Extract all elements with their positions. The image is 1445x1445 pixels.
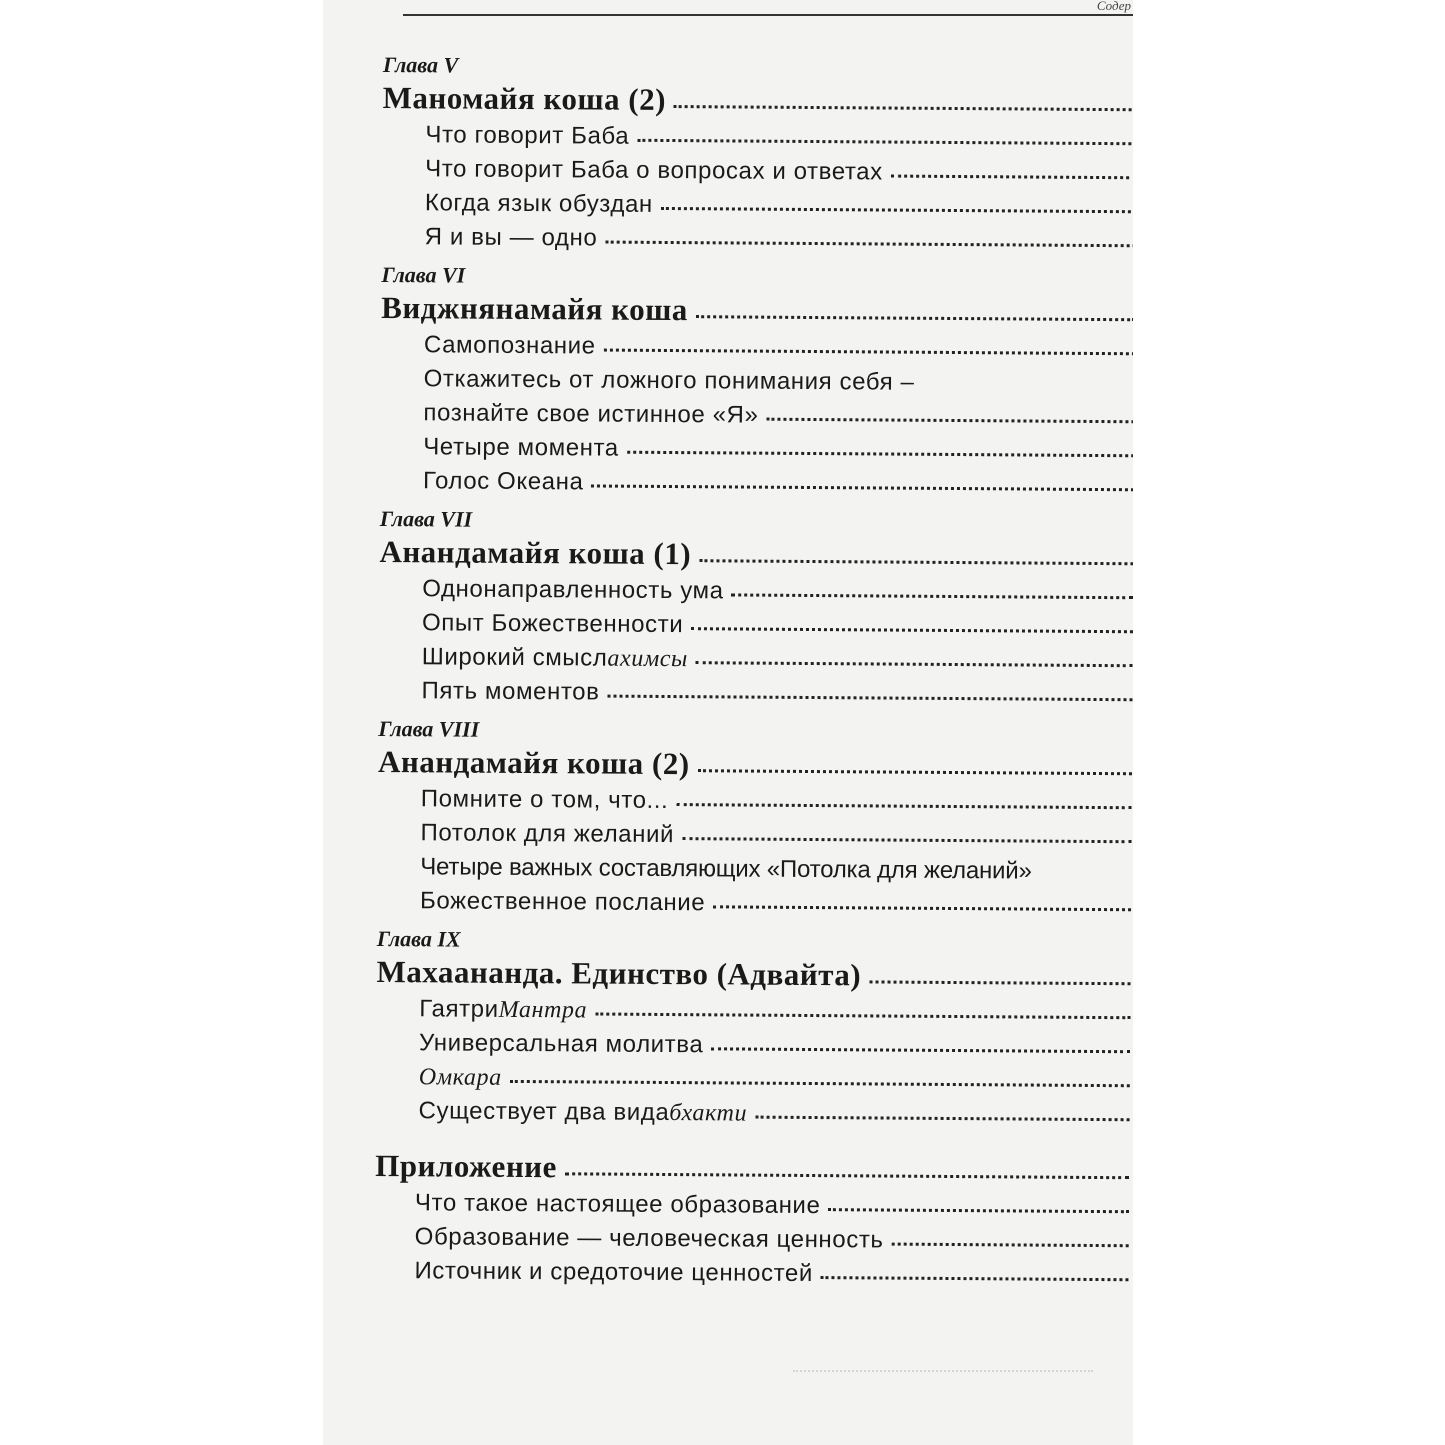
appendix — [374, 1146, 1129, 1293]
dot-leader — [691, 623, 1133, 633]
chapter-9 — [375, 926, 1130, 1133]
chapter-title: Маномайя коша (2) — [382, 79, 667, 117]
dot-leader — [699, 555, 1133, 565]
toc-item[interactable] — [375, 1186, 1129, 1225]
toc-item[interactable] — [376, 1026, 1130, 1065]
dot-leader — [711, 1043, 1130, 1053]
dot-leader — [591, 480, 1133, 491]
toc-item-text: Божественное послание — [419, 887, 706, 917]
toc-item-text: Откажитесь от ложного понимания себя – — [423, 365, 915, 396]
dot-leader — [821, 1272, 1129, 1281]
chapter-label: Глава VI — [381, 261, 466, 288]
chapter-title-line[interactable] — [381, 288, 1133, 333]
dot-leader — [565, 1168, 1129, 1179]
chapter-6 — [380, 262, 1133, 503]
dot-leader — [605, 237, 1133, 248]
toc-item-text: Потолок для желаний — [420, 819, 675, 849]
toc-item[interactable] — [375, 1220, 1129, 1259]
dot-leader — [828, 1204, 1129, 1213]
toc-item[interactable] — [378, 782, 1132, 821]
dot-leader — [696, 311, 1133, 321]
toc-item-italic: бхакти — [669, 1100, 748, 1127]
appendix-title: Приложение — [375, 1147, 558, 1185]
dot-leader — [766, 414, 1133, 424]
toc-item[interactable] — [382, 186, 1133, 225]
dot-leader — [891, 171, 1133, 180]
chapter-label: Глава V — [382, 52, 459, 78]
dot-leader — [604, 345, 1133, 356]
dot-leader — [698, 765, 1132, 775]
toc-item[interactable] — [377, 816, 1131, 855]
dot-leader — [682, 833, 1132, 843]
dot-leader — [627, 447, 1133, 458]
chapter-7 — [378, 506, 1133, 713]
top-rule — [403, 14, 1133, 16]
toc-item-text: познайте свое истинное «Я» — [423, 399, 759, 429]
toc-item[interactable] — [375, 1094, 1129, 1133]
dot-leader — [510, 1076, 1130, 1087]
toc-item-text: Четыре важных составляющих «Потолка для желаний» — [420, 853, 1032, 885]
toc-item-italic: Омкара — [418, 1064, 502, 1091]
toc-item[interactable] — [382, 220, 1133, 259]
toc-item-italic: ахимсы — [607, 645, 688, 673]
toc-item-text: Помните о том, что... — [420, 785, 669, 815]
toc-item-text: Гаятри — [419, 995, 499, 1023]
toc-item[interactable] — [382, 152, 1133, 191]
toc-item-first-line[interactable] — [381, 362, 1133, 401]
toc-item[interactable] — [379, 606, 1133, 645]
chapter-label: Глава VII — [379, 505, 473, 532]
toc-item-text: Самопознание — [423, 331, 596, 360]
dot-leader — [869, 976, 1131, 985]
toc-item-text: Голос Океана — [422, 467, 584, 496]
toc-item-text: Опыт Божественности — [421, 609, 684, 639]
toc-item-italic: Мантра — [498, 996, 588, 1024]
dot-leader — [755, 1112, 1130, 1122]
toc-item-text: Однонаправленность ума — [422, 575, 724, 605]
dot-leader — [713, 901, 1131, 911]
chapter-title-line[interactable] — [379, 532, 1133, 577]
toc-item[interactable] — [377, 884, 1131, 923]
book-page — [323, 0, 1133, 1445]
chapter-label: Глава IX — [376, 925, 461, 952]
toc-item[interactable] — [381, 328, 1133, 367]
running-head: Содер — [1096, 0, 1131, 13]
chapter-title: Махаананда. Единство (Адвайта) — [376, 953, 862, 993]
toc-item[interactable] — [377, 850, 1131, 889]
bleed-through-rule — [793, 1370, 1093, 1372]
toc-item-text: Что такое настоящее образование — [414, 1189, 821, 1220]
dot-leader — [732, 589, 1133, 599]
toc-item-text: Что говорит Баба о вопросах и ответах — [425, 155, 883, 186]
toc-item-text: Четыре момента — [423, 433, 619, 462]
dot-leader — [676, 799, 1131, 809]
toc-item[interactable] — [379, 572, 1133, 611]
chapter-title-line[interactable] — [376, 952, 1130, 997]
toc-item-text: Широкий смысл — [421, 643, 608, 672]
dot-leader — [674, 101, 1133, 111]
chapter-title-line[interactable] — [378, 742, 1132, 787]
chapter-title: Виджнянамайя коша — [381, 289, 688, 328]
toc-item-continuation[interactable] — [380, 396, 1133, 435]
toc-item[interactable] — [376, 992, 1130, 1031]
chapter-title: Анандамайя коша (2) — [377, 743, 690, 782]
toc-item-text: Существует два вида — [418, 1097, 670, 1127]
dot-leader — [892, 1239, 1129, 1248]
toc-item-text: Что говорит Баба — [425, 121, 630, 150]
toc-item[interactable] — [382, 118, 1133, 157]
toc-item-text: Когда язык обуздан — [424, 189, 653, 218]
chapter-title: Анандамайя коша (1) — [379, 533, 692, 572]
dot-leader — [661, 203, 1133, 213]
toc-item-text: Я и вы — одно — [424, 223, 598, 252]
dot-leader — [637, 135, 1133, 145]
toc-item[interactable] — [379, 640, 1133, 679]
chapter-8 — [377, 716, 1132, 923]
chapter-label: Глава VIII — [378, 715, 480, 742]
chapter-title-line[interactable] — [383, 78, 1133, 123]
toc-item[interactable] — [380, 430, 1133, 469]
toc-item-text: Образование — человеческая ценность — [414, 1223, 884, 1254]
chapter-5 — [382, 52, 1133, 259]
toc-item-text: Источник и средоточие ценностей — [414, 1257, 813, 1288]
dot-leader — [696, 657, 1133, 667]
table-of-contents — [374, 52, 1133, 1293]
toc-item[interactable] — [378, 674, 1132, 713]
toc-item[interactable] — [380, 464, 1133, 503]
toc-item[interactable] — [374, 1254, 1128, 1293]
appendix-title-line[interactable] — [375, 1146, 1129, 1191]
dot-leader — [595, 1009, 1130, 1020]
dot-leader — [607, 691, 1132, 702]
toc-item[interactable] — [376, 1060, 1130, 1099]
toc-item-text: Универсальная молитва — [418, 1029, 704, 1059]
toc-item-text: Пять моментов — [421, 677, 600, 706]
